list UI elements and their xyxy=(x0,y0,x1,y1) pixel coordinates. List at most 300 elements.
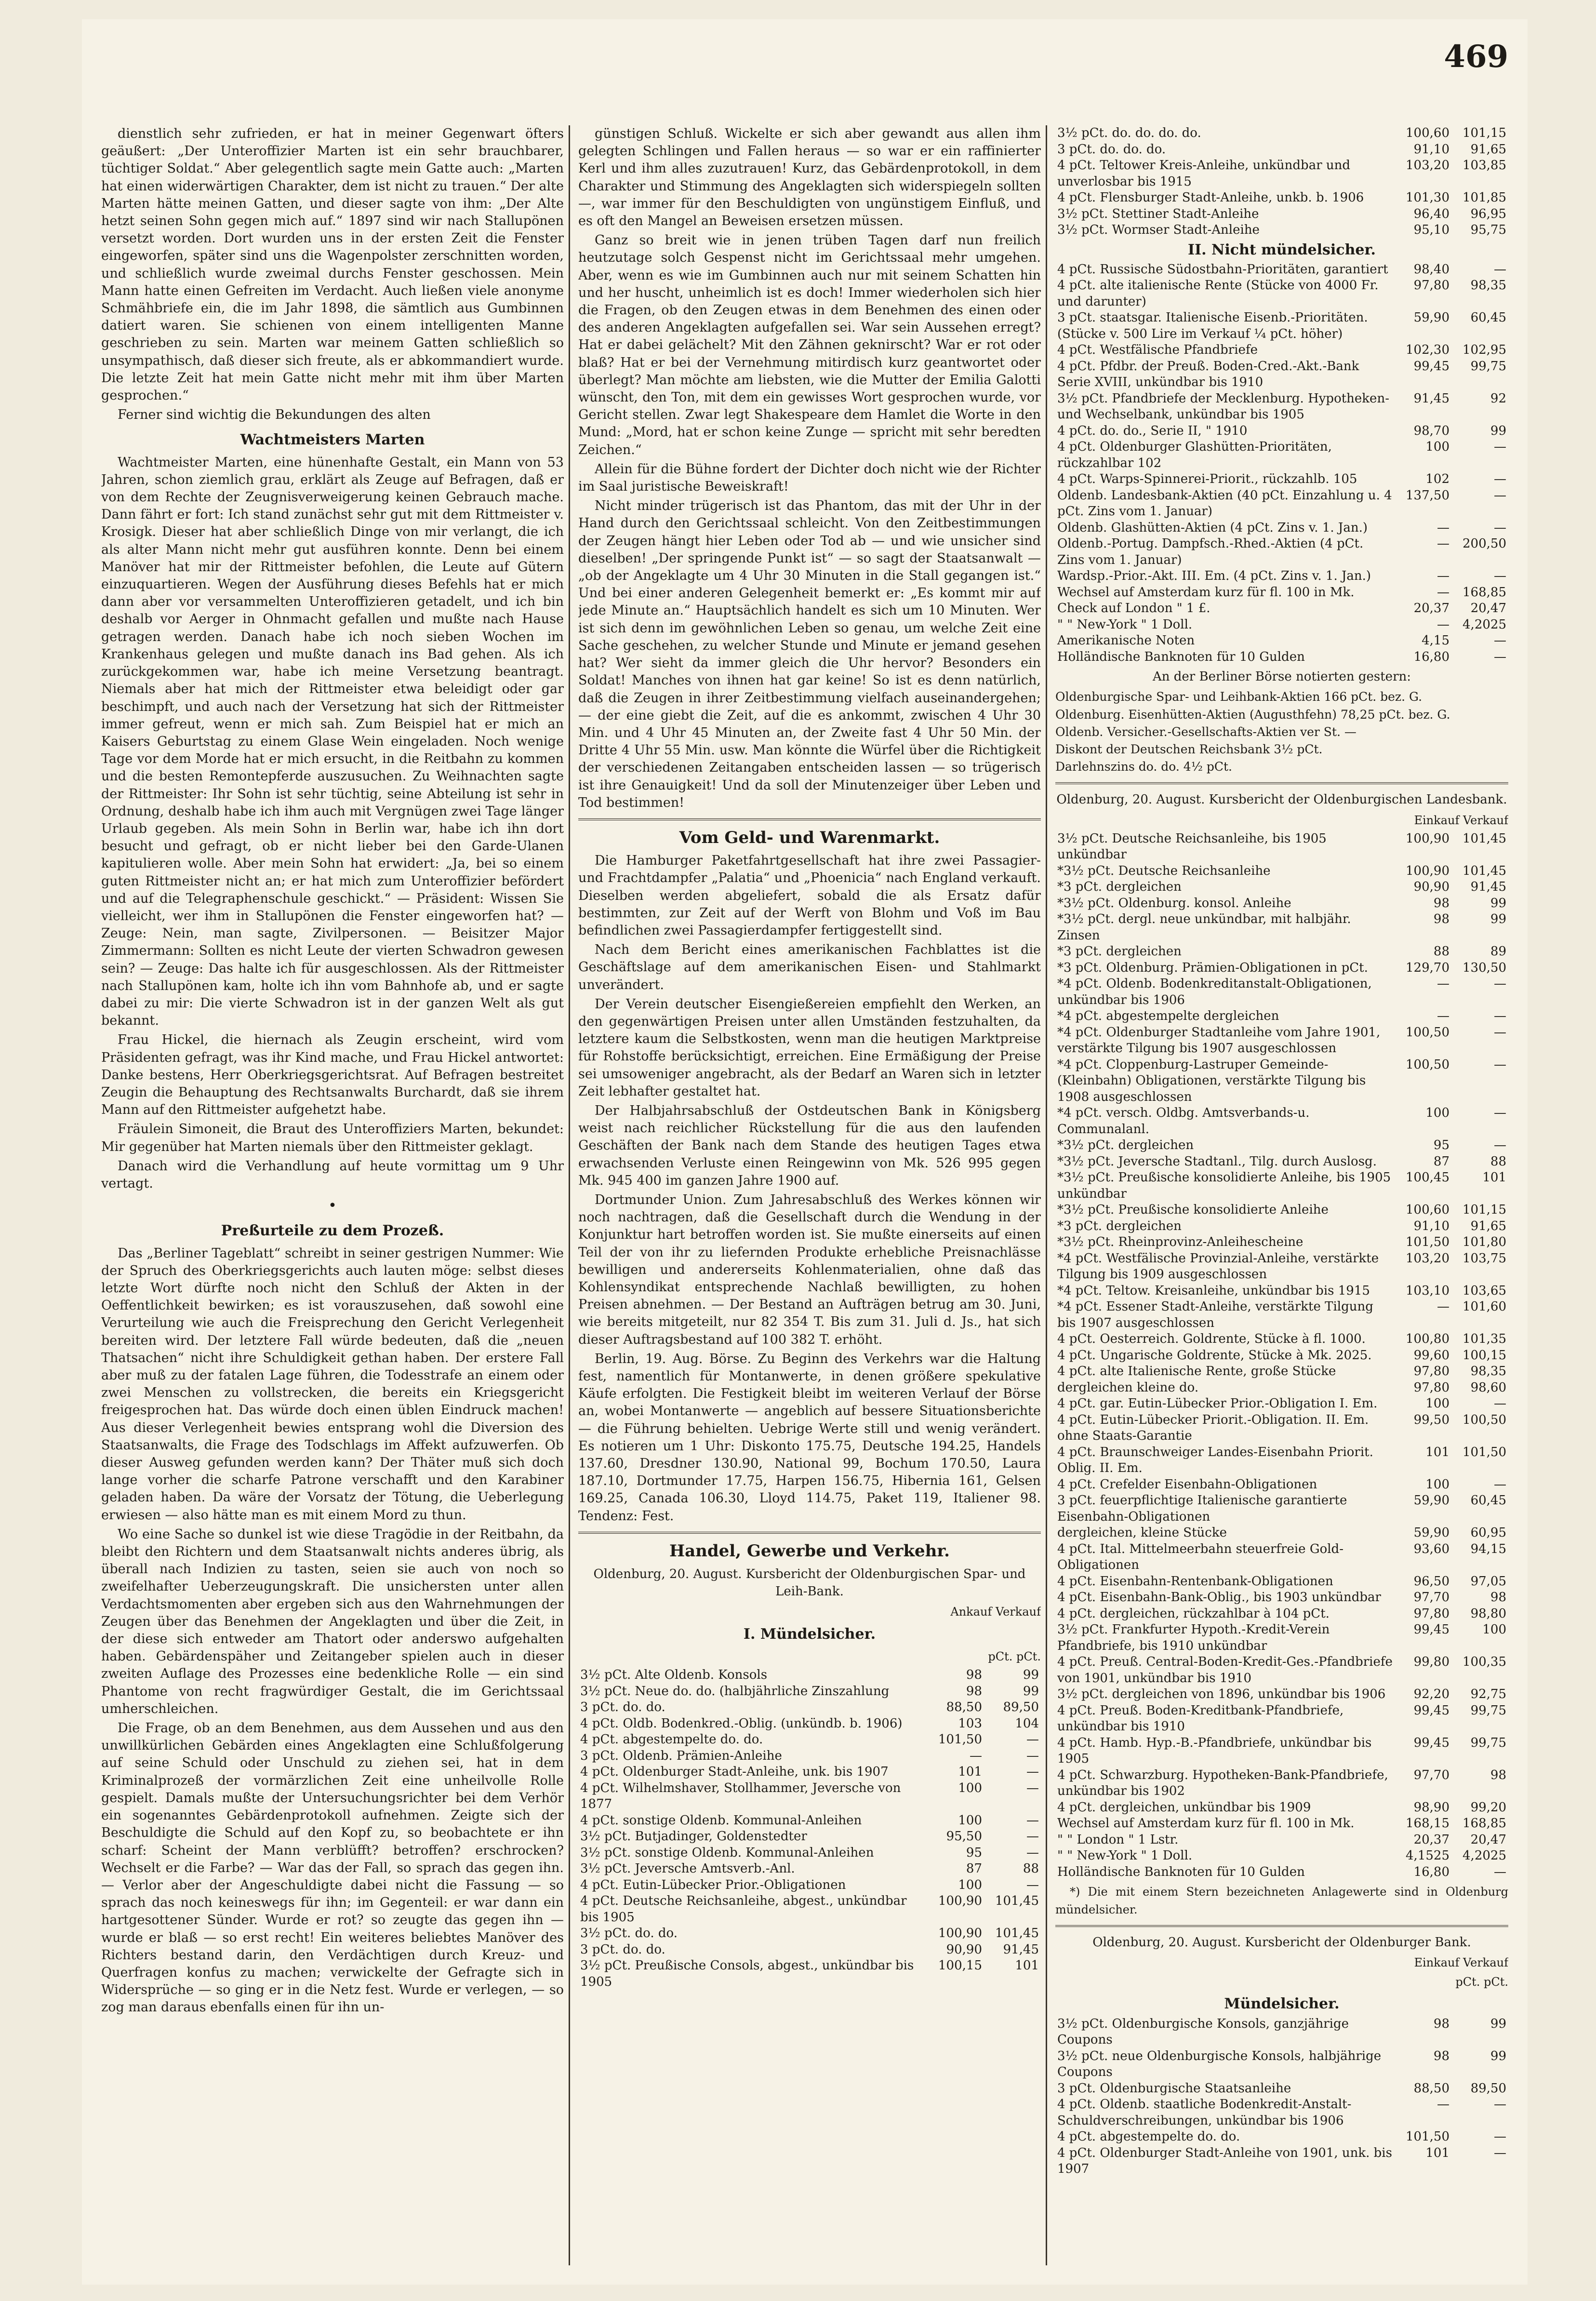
security-name: *3 pCt. dergleichen xyxy=(1057,880,1182,895)
quote-row xyxy=(578,1845,1041,1861)
security-name: 3½ pCt. do. do. do. do. xyxy=(1057,126,1201,140)
bid-price: 103,10 xyxy=(1406,1283,1450,1298)
ask-price: — xyxy=(1494,440,1506,455)
quote-row xyxy=(1055,1525,1508,1541)
ask-price: 92 xyxy=(1490,391,1506,406)
column-3 xyxy=(1055,125,1508,2265)
bid-price: 4,1525 xyxy=(1406,1848,1450,1863)
ask-price: 60,95 xyxy=(1470,1525,1506,1540)
quote-row xyxy=(1055,1800,1508,1816)
paragraph: Nicht minder trügerisch ist das Phantom, das mit der Uhr in der Hand durch den Gerichtssaal schleicht. Von den Zeitbestimmungen der Zeugen hängt hier Leben oder Tod ab — und wie unsicher sind dieselben! „Der springende Punkt ist“ — so sagt der Staatsanwalt — „ob der Angeklagte um 4 Uhr 30 Minuten in die Stall gegangen ist.“ Und bei einer anderen Gelegenheit bemerkt er: „Es kommt mir auf jede Minute an.“ Hauptsächlich handelt es sich um 10 Minuten. Wer ist sich denn im gewöhnlichen Leben so genau, um welche Zeit eine Sache geschehen, zu welcher Stunde und Minute er jemand gesehen hat? Wer sieht da immer gleich die Uhr hervor? Besonders ein Soldat! Manches von ihnen hat gar keine! So ist es denn natürlich, daß die Zeugen in ihrer Zeitbestimmung vielfach auseinandergehen; — der eine giebt die Zeit, auf die es ankommt, zwischen 4 Uhr 30 Min. und 4 Uhr 45 Minuten an, der Zweite fast 4 Uhr 50 Min. der Dritte 4 Uhr 55 Min. usw. Man könnte die Würfel über die Richtigkeit der verschiedenen Zeitangaben entscheiden lassen — so trügerisch ist ihre Genauigkeit! Und da soll der Minutenzeiger über Leben und Tod bestimmen! xyxy=(578,498,1041,810)
security-name: 3 pCt. Oldenb. Prämien-Anleihe xyxy=(580,1748,782,1763)
bid-price: 99,45 xyxy=(1413,1735,1450,1750)
security-name: 3 pCt. staatsgar. Italienische Eisenb.-Prioritäten. (Stücke v. 500 Lire im Verkauf ¼ pCt. höher) xyxy=(1057,310,1368,341)
column-rule xyxy=(569,125,570,2265)
bid-price: 102,30 xyxy=(1406,343,1450,358)
security-name: Oldenb. Landesbank-Aktien (40 pCt. Einzahlung u. 4 pCt. Zins vom 1. Januar) xyxy=(1057,488,1392,519)
ask-price: 200,50 xyxy=(1463,536,1506,551)
bid-price: 101,50 xyxy=(938,1732,982,1747)
bid-price: 100 xyxy=(1425,1477,1450,1492)
bid-price: 100,50 xyxy=(1406,1057,1450,1072)
ask-price: 89,50 xyxy=(1470,2081,1506,2096)
ask-price: 88 xyxy=(1023,1861,1039,1876)
quote-row xyxy=(1055,1686,1508,1703)
bid-price: 87 xyxy=(966,1861,982,1876)
market-report-header: Oldenburg, 20. August. Kursbericht der Oldenburgischen Spar- und Leih-Bank. xyxy=(593,1567,1026,1599)
bid-price: 87 xyxy=(1433,1154,1450,1169)
bid-price: 88,50 xyxy=(946,1700,982,1715)
security-name: 4 pCt. Russische Südostbahn-Prioritäten, garantiert xyxy=(1057,262,1388,277)
security-name: 4 pCt. Ital. Mittelmeerbahn steuerfreie Gold-Obligationen xyxy=(1057,1541,1343,1573)
bid-price: 97,80 xyxy=(1413,1380,1450,1395)
security-name: " " New-York " 1 Doll. xyxy=(1057,1848,1193,1863)
bid-price: 100,45 xyxy=(1406,1170,1450,1185)
bid-price: — xyxy=(1437,520,1450,535)
ask-price: 101,45 xyxy=(995,1926,1039,1941)
ask-price: 98,60 xyxy=(1470,1380,1506,1395)
berlin-note-line: Oldenburgische Spar- und Leihbank-Aktien 166 pCt. bez. G. xyxy=(1055,690,1423,704)
bid-price: 129,70 xyxy=(1406,960,1450,975)
bid-price: 88 xyxy=(1433,944,1450,959)
ask-price: 101,60 xyxy=(1463,1299,1506,1314)
ask-price: 95,75 xyxy=(1470,223,1506,237)
quote-row xyxy=(1055,1864,1508,1881)
ask-price: — xyxy=(1494,1009,1506,1024)
quote-row xyxy=(1055,2016,1508,2048)
security-name: dergleichen, kleine Stücke xyxy=(1057,1525,1227,1540)
bid-price: 96,50 xyxy=(1413,1574,1450,1589)
security-name: " " New-York " 1 Doll. xyxy=(1057,617,1193,632)
security-name: 3 pCt. feuerpflichtige Italienische garantierte Eisenbahn-Obligationen xyxy=(1057,1493,1347,1524)
ask-price: 91,65 xyxy=(1470,142,1506,157)
paragraph: Nach dem Bericht eines amerikanischen Fachblattes ist die Geschäftslage auf dem amerikanischen Eisen- und Stahlmarkt unverändert. xyxy=(578,942,1041,992)
ask-price: — xyxy=(1026,1732,1039,1747)
quote-row xyxy=(1055,1348,1508,1364)
berlin-note-line: Darlehnszins do. do. 4½ pCt. xyxy=(1055,760,1232,774)
quote-row xyxy=(1055,423,1508,440)
ask-price: 99 xyxy=(1490,896,1506,910)
section-divider xyxy=(1055,782,1508,784)
quote-row xyxy=(578,1813,1041,1829)
paragraph: Allein für die Bühne fordert der Dichter doch nicht wie der Richter im Saal juristische Beweiskraft! xyxy=(578,461,1041,495)
bid-price: 88,50 xyxy=(1413,2081,1450,2096)
ask-price: 103,65 xyxy=(1463,1283,1506,1298)
ask-price: — xyxy=(1026,1877,1039,1892)
security-name: 4 pCt. Oesterreich. Goldrente, Stücke à fl. 1000. xyxy=(1057,1332,1366,1347)
security-name: *4 pCt. abgestempelte dergleichen xyxy=(1057,1009,1279,1024)
quote-row xyxy=(578,1780,1041,1813)
quote-table xyxy=(1055,831,1508,1881)
bid-price: 101,50 xyxy=(1406,1235,1450,1250)
ask-price: 91,45 xyxy=(1003,1942,1039,1957)
security-name: 4 pCt. Crefelder Eisenbahn-Obligationen xyxy=(1057,1477,1317,1492)
ask-price: 99 xyxy=(1023,1684,1039,1699)
bid-price: 100 xyxy=(958,1780,982,1795)
bid-price: 16,80 xyxy=(1413,1864,1450,1879)
quote-row xyxy=(1055,601,1508,617)
bid-price: 102 xyxy=(1425,472,1450,487)
security-name: 3 pCt. do. do. xyxy=(580,1700,665,1715)
security-name: *4 pCt. Oldenb. Bodenkreditanstalt-Obligationen, unkündbar bis 1906 xyxy=(1057,977,1372,1007)
security-name: 4 pCt. Warps-Spinnerei-Priorit., rückzahlb. 105 xyxy=(1057,472,1357,487)
security-name: *4 pCt. Westfälische Provinzial-Anleihe, verstärkte Tilgung bis 1909 ausgeschlossen xyxy=(1057,1251,1379,1282)
paragraph: Ferner sind wichtig die Bekundungen des alten xyxy=(118,407,431,423)
berlin-note-line: Diskont der Deutschen Reichsbank 3½ pCt. xyxy=(1055,742,1323,757)
quote-row xyxy=(578,1958,1041,1990)
ask-price: 92,75 xyxy=(1470,1687,1506,1702)
ask-price: 98,80 xyxy=(1470,1606,1506,1621)
bid-price: 168,15 xyxy=(1406,1816,1450,1831)
quote-row xyxy=(1055,1218,1508,1235)
bid-price: — xyxy=(1437,977,1450,991)
security-name: 3½ pCt. Stettiner Stadt-Anleihe xyxy=(1057,206,1259,221)
market-report-header: Oldenburg, 20. August. Kursbericht der Oldenburger Bank. xyxy=(1092,1935,1471,1950)
security-name: 4 pCt. Teltower Kreis-Anleihe, unkündbar und unverlosbar bis 1915 xyxy=(1057,158,1351,189)
bid-price: 20,37 xyxy=(1413,1832,1450,1847)
bid-price: 93,60 xyxy=(1413,1541,1450,1556)
ask-price: 91,45 xyxy=(1470,880,1506,895)
ask-price: 88 xyxy=(1490,1154,1506,1169)
bid-price: 100,60 xyxy=(1406,1203,1450,1217)
bid-price: 101,30 xyxy=(1406,190,1450,205)
bid-price: 100 xyxy=(1425,1396,1450,1411)
quote-row xyxy=(1055,633,1508,649)
paragraph: Dortmunder Union. Zum Jahresabschluß des Werkes können wir noch nachtragen, daß die Gesellschaft durch die Wendung in der Konjunktur hart betroffen worden ist. Sie mußte einerseits auf einen Teil der von ihr zu liefernden Produkte erhebliche Preisnachlässe bewilligen und andererseits Kohlenmaterialien, ohne daß das Kohlensyndikat entsprechende Nachlaß bewilligten, zu hohen Preisen abnehmen. — Der Bestand an Aufträgen betrug am 30. Juni, wie bereits mitgeteilt, nur 82 354 T. Bis zum 31. Juli d. Js., hat sich dieser Auftragsbestand auf 100 382 T. erhöht. xyxy=(578,1192,1041,1347)
paragraph: Die Frage, ob an dem Benehmen, aus dem Aussehen und aus den unwillkürlichen Gebärden eines Angeklagten eine Schlußfolgerung auf seine Schuld oder Unschuld zu ziehen sei, hat in dem Kriminalprozeß der vormärzlichen Zeit eine unheilvolle Rolle gespielt. Damals mußte der Untersuchungsrichter bei dem Verhör ein sogenanntes Gebärdenprotokoll aufnehmen. Zeigte sich der Beschuldigte die Schuld auf den Kopf zu, so beobachtete er ihn scharf: Scheint der Mann verblüfft? betroffen? erschrocken? Wechselt er die Farbe? — War das der Fall, so sprach das gegen ihn. — Verlor aber der Angeschuldigte dabei nicht die Fassung — so sprach das noch keineswegs für ihn; im Gegenteil: er war dann ein hartgesottener Sünder. Wurde er rot? so zeugte das gegen ihn — wurde er blaß — so erst recht! Ein weiteres beliebtes Manöver des Richters bestand darin, den Verdächtigen durch Kreuz- und Querfragen konfus zu machen; verwickelte der Gefragte sich in Widersprüche — so ging er in die Netz fest. Wurde er verlegen, — so zog man daraus ebenfalls einen für ihn un- xyxy=(101,1721,564,2015)
bid-price: 95,50 xyxy=(946,1829,982,1844)
ask-price: 101,80 xyxy=(1463,1235,1506,1250)
page-number: 469 xyxy=(1444,39,1508,75)
security-name: 4 pCt. dergleichen, unkündbar bis 1909 xyxy=(1057,1800,1311,1815)
security-name: Wechsel auf Amsterdam kurz für fl. 100 in Mk. xyxy=(1057,585,1355,600)
ask-price: 101 xyxy=(1482,1170,1506,1185)
security-name: 4 pCt. Oldenburger Stadt-Anleihe von 1901, unk. bis 1907 xyxy=(1057,2145,1392,2177)
security-name: Wardsp.-Prior.-Akt. III. Em. (4 pCt. Zins v. 1. Jan.) xyxy=(1057,569,1371,584)
ask-price: 99 xyxy=(1490,912,1506,927)
ask-price: — xyxy=(1026,1829,1039,1844)
ask-price: 103,75 xyxy=(1463,1251,1506,1266)
paragraph: Berlin, 19. Aug. Börse. Zu Beginn des Verkehrs war die Haltung fest, namentlich für Montanwerte, in denen größere spekulative Käufe erfolgten. Die Festigkeit bleibt im weiteren Verlauf der Börse an, wobei Montanwerte — angeblich auf bessere Situationsberichte — die Führung behielten. Uebrige Werte still und wenig verändert. Es notieren um 1 Uhr: Diskonto 175.75, Deutsche 194.25, Handels 137.60, Dresdner 130.90, National 99, Bochum 170.50, Laura 187.10, Dortmunder 17.75, Harpen 156.75, Hibernia 161, Gelsen 169.25, Canada 106.30, Lloyd 114.75, Paket 119, Italiener 98. Tendenz: Fest. xyxy=(578,1351,1041,1524)
bid-price: 20,37 xyxy=(1413,601,1450,616)
quote-row xyxy=(1055,1412,1508,1445)
security-name: 3½ pCt. neue Oldenburgische Konsols, halbjährige Coupons xyxy=(1057,2048,1382,2080)
section-heading: Preßurteile zu dem Prozeß. xyxy=(221,1222,444,1240)
bid-price: 100 xyxy=(1425,440,1450,455)
ask-price: 101,45 xyxy=(1463,863,1506,878)
bid-price: 98,40 xyxy=(1413,262,1450,277)
quote-row xyxy=(1055,190,1508,206)
security-name: 4 pCt. Oldb. Bodenkred.-Oblig. (unkündb. b. 1906) xyxy=(580,1716,903,1731)
ask-price: 101 xyxy=(1015,1958,1039,1973)
quote-row xyxy=(1055,1606,1508,1622)
quote-row xyxy=(1055,1832,1508,1848)
ask-price: 4,2025 xyxy=(1463,617,1506,632)
ask-price: 101,15 xyxy=(1463,1203,1506,1217)
quote-row xyxy=(1055,896,1508,912)
quote-row xyxy=(1055,649,1508,666)
quote-row xyxy=(1055,262,1508,278)
ask-price: — xyxy=(1494,649,1506,664)
security-name: Holländische Banknoten für 10 Gulden xyxy=(1057,649,1305,664)
quote-row xyxy=(1055,1202,1508,1218)
quote-table xyxy=(1055,262,1508,666)
security-name: *3½ pCt. Preußische konsolidierte Anleihe, bis 1905 unkündbar xyxy=(1057,1170,1391,1201)
ask-price: 99,20 xyxy=(1470,1800,1506,1815)
quote-table xyxy=(1055,2016,1508,2178)
bid-price: 90,90 xyxy=(946,1942,982,1957)
bid-price: 98 xyxy=(966,1684,982,1699)
quote-row xyxy=(578,1829,1041,1845)
section-divider xyxy=(1055,1925,1508,1927)
section-divider xyxy=(578,818,1041,820)
security-name: 3½ pCt. Jeversche Amtsverb.-Anl. xyxy=(580,1861,795,1876)
quote-row xyxy=(578,1893,1041,1926)
security-name: 4 pCt. Ungarische Goldrente, Stücke à Mk. 2025. xyxy=(1057,1348,1372,1363)
paragraph: Das „Berliner Tageblatt“ schreibt in seiner gestrigen Nummer: Wie der Spruch des Oberkriegsgerichts auch lauten möge: selbst dieses letzte Wort dürfte noch nicht den Schluß der Akten in der Oeffentlichkeit bewirken; es ist vorauszusehen, daß sowohl eine Verurteilung wie auch die Freisprechung den Gericht Verlegenheit bereiten wird. Der letztere Fall würde bedeuten, daß die „neuen Thatsachen“ nicht ihre Schuldigkeit gethan haben. Der erstere Fall aber muß zu der fatalen Lage führen, die Todesstrafe an einem oder zwei Menschen zu vollstrecken, die bereits ein Kriegsgericht freigesprochen hat. Das würde doch einen üblen Eindruck machen! Aus dieser Verlegenheit bewies entsprang wohl die Diversion des Staatsanwalts, die Frage des Todschlags im Affekt aufzuwerfen. Ob dieser Ausweg gefunden werden kann? Der Thäter muß sich doch lange vorher die scharfe Patrone verschafft und den Karabiner geladen haben. Da wäre der Vorsatz der Tötung, die Ueberlegung erwiesen — also hätte man es mit einem Mord zu thun. xyxy=(101,1245,564,1523)
ask-price: 98,35 xyxy=(1470,278,1506,293)
ask-price: 103,85 xyxy=(1463,158,1506,173)
paragraph: Wachtmeister Marten, eine hünenhafte Gestalt, ein Mann von 53 Jahren, schon ziemlich grau, erklärt als Zeuge auf Befragen, daß er von dem Rechte der Zeugnisverweigerung keinen Gebrauch mache. Dann fährt er fort: Ich stand zunächst sehr gut mit dem Rittmeister v. Krosigk. Dieser hat aber schließlich Dinge von mir verlangt, die ich als alter Mann nicht mehr gut ausführen konnte. Denn bei einem Manöver hat mir der Rittmeister befohlen, die Leute auf Gütern einzuquartieren. Wegen der Ausführung dieses Befehls hat er mich dann aber vor versammelten Unteroffizieren getadelt, und ich bin deshalb vor Aerger in Ohnmacht gefallen und mußte nach Hause getragen werden. Danach habe ich noch sieben Wochen im Krankenhaus gelegen und mußte danach ins Bad gehen. Als ich zurückgekommen war, habe ich meine Versetzung beantragt. Niemals aber hat mich der Rittmeister etwa beleidigt oder gar beschimpft, und auch nach der Versetzung hat sich der Rittmeister immer gefreut, wenn er mich sah. Zum Beispiel hat er mich an Kaisers Geburtstag zu einem Glase Wein eingeladen. Noch wenige Tage vor dem Morde hat er mich ersucht, in die Reitbahn zu kommen und die besten Remontepferde auszusuchen. Zu Weihnachten sagte der Rittmeister: Ihr Sohn ist sehr tüchtig, seine Abteilung ist sehr in Ordnung, deshalb habe ich ihm auch mit Vergnügen zwei Tage länger Urlaub gegeben. Als mein Sohn in Berlin war, habe ich ihn dort besucht und gefragt, ob er nicht lieber bei den Garde-Ulanen kapitulieren wolle. Aber mein Sohn hat erwidert: „Ja, bei so einem guten Rittmeister nicht an; er hat mich zum Unteroffizier befördert und auf die Telegraphenschule geschickt.“ — Präsident: Wissen Sie vielleicht, wer ihm in Stallupönen die Fenster eingeworfen hat? — Zeuge: Nein, man sagte, Zivilpersonen. — Beisitzer Major Zimmermann: Sollten es nicht Leute der vierten Schwadron gewesen sein? — Zeuge: Das halte ich für ausgeschlossen. Als der Rittmeister nach Stallupönen kam, holte ich ihn vom Bahnhofe ab, und er sagte dabei zu mir: Die vierte Schwadron ist in der ganzen Welt als gut bekannt. xyxy=(101,455,564,1029)
section-heading: Vom Geld- und Warenmarkt. xyxy=(679,828,940,847)
security-name: *3 pCt. dergleichen xyxy=(1057,944,1182,959)
quote-row xyxy=(578,1684,1041,1700)
berlin-note-line: Oldenb. Versicher.-Gesellschafts-Aktien ver St. — xyxy=(1055,724,1357,739)
quote-row xyxy=(1055,1251,1508,1283)
quote-row xyxy=(1055,359,1508,391)
security-name: *3½ pCt. dergleichen xyxy=(1057,1138,1194,1153)
quote-row xyxy=(1055,976,1508,1008)
bid-price: 99,45 xyxy=(1413,1622,1450,1637)
quote-row xyxy=(1055,1622,1508,1654)
quote-row xyxy=(1055,1154,1508,1170)
security-name: 4 pCt. do. do., Serie II, " 1910 xyxy=(1057,423,1248,438)
quote-row xyxy=(1055,1816,1508,1832)
quote-row xyxy=(1055,2048,1508,2081)
security-name: *3½ pCt. Jeversche Stadtanl., Tilg. durch Auslosg. xyxy=(1057,1154,1377,1169)
bid-price: 99,80 xyxy=(1413,1655,1450,1670)
security-name: *3½ pCt. Rheinprovinz-Anleihescheine xyxy=(1057,1235,1303,1250)
ask-price: 104 xyxy=(1015,1716,1039,1731)
quote-row xyxy=(578,1699,1041,1716)
ask-price: — xyxy=(1494,2097,1506,2112)
ask-price: 101,45 xyxy=(995,1894,1039,1909)
quote-row xyxy=(1055,1493,1508,1525)
security-name: 4 pCt. Hamb. Hyp.-B.-Pfandbriefe, unkündbar bis 1905 xyxy=(1057,1735,1372,1766)
bid-price: 137,50 xyxy=(1406,488,1450,503)
units: pCt. pCt. xyxy=(1455,1975,1508,1989)
security-name: 4 pCt. abgestempelte do. do. xyxy=(580,1732,763,1747)
bid-price: — xyxy=(1437,617,1450,632)
bid-price: — xyxy=(1437,585,1450,600)
bid-price: 99,60 xyxy=(1413,1348,1450,1363)
ask-price: — xyxy=(1026,1780,1039,1795)
ask-price: — xyxy=(1494,1138,1506,1153)
bid-price: — xyxy=(1437,536,1450,551)
ask-price: 98,35 xyxy=(1470,1364,1506,1379)
berlin-notes-heading: An der Berliner Börse notierten gestern: xyxy=(1152,669,1411,684)
paragraph: Ganz so breit wie in jenen trüben Tagen darf nun freilich heutzutage solch Gespenst nicht im Gerichtssaal mehr umgehen. Aber, wenn es wie im Gumbinnen auch nur mit seinem Schatten hin und her huscht, unheimlich ist es doch! Immer wiederholen sich hier die Fragen, ob den Zeugen etwas in dem Benehmen des einen oder des anderen Angeklagten aufgefallen sei. War sein Aussehen erregt? Hat er dabei gelächelt? Mit den Zähnen geknirscht? War er rot oder blaß? Hat er bei der Vernehmung mitirdisch kurz geantwortet oder überlegt? Man möchte am liebsten, wie die Mutter der Emilia Galotti wünscht, den Ton, mit dem ein gewisses Wort gesprochen wurde, vor Gericht stellen. Zwar legt Shakespeare dem Hamlet die Worte in den Mund: „Mord, hat er schon keine Zunge — spricht mit sehr beredten Zeichen.“ xyxy=(578,233,1041,457)
security-name: 4 pCt. Braunschweiger Landes-Eisenbahn Priorit. Oblig. II. Em. xyxy=(1057,1445,1373,1476)
bid-price: 103,20 xyxy=(1406,158,1450,173)
security-name: 4 pCt. abgestempelte do. do. xyxy=(1057,2129,1240,2144)
berlin-notes xyxy=(1055,688,1508,776)
quote-row xyxy=(1055,536,1508,568)
quote-row xyxy=(578,1926,1041,1942)
quote-row xyxy=(1055,206,1508,223)
paragraph: Der Verein deutscher Eisengießereien empfiehlt den Werken, an den gegenwärtigen Preisen unter allen Umständen festzuhalten, da letztere kaum die Selbstkosten, wenn man die heutigen Marktpreise für Rohstoffe berücksichtigt, erreichen. Eine Ermäßigung der Preise sei umsoweniger angebracht, als der Bedarf an Waren sich in letzter Zeit lebhafter gestaltet hat. xyxy=(578,996,1041,1099)
quote-row xyxy=(578,1861,1041,1877)
quote-row xyxy=(1055,1767,1508,1800)
ask-price: — xyxy=(1026,1813,1039,1828)
quote-row xyxy=(1055,2081,1508,2097)
bid-price: 100,60 xyxy=(1406,126,1450,140)
security-name: Wechsel auf Amsterdam kurz für fl. 100 in Mk. xyxy=(1057,1816,1355,1831)
security-name: *4 pCt. versch. Oldbg. Amtsverbands-u. Communalanl. xyxy=(1057,1106,1310,1137)
bid-price: 100,90 xyxy=(938,1894,982,1909)
ask-price: 100,50 xyxy=(1463,1412,1506,1427)
bid-price: 100,15 xyxy=(938,1958,982,1973)
quote-row xyxy=(1055,879,1508,896)
quote-row xyxy=(1055,1590,1508,1606)
ask-price: 89,50 xyxy=(1003,1700,1039,1715)
quote-row xyxy=(1055,1283,1508,1299)
quote-row xyxy=(1055,1477,1508,1493)
quote-row xyxy=(1055,1380,1508,1396)
security-name: 4 pCt. Eutin-Lübecker Priorit.-Obligation. II. Em. ohne Staats-Garantie xyxy=(1057,1412,1369,1444)
quote-row xyxy=(1055,1105,1508,1137)
quote-row xyxy=(1055,1008,1508,1025)
quote-row xyxy=(578,1877,1041,1894)
bid-price: 97,70 xyxy=(1413,1767,1450,1782)
security-name: 3½ pCt. Preußische Consols, abgest., unkündbar bis 1905 xyxy=(580,1958,914,1989)
ask-price: — xyxy=(1494,2129,1506,2144)
paragraph: Wo eine Sache so dunkel ist wie diese Tragödie in der Reitbahn, da bleibt den Richtern und dem Staatsanwalt nichts anderes übrig, als überall nach Indizien zu tasten, seien sie auch von noch so zweifelhafter Ueberzeugungskraft. Die unsichersten unter allen Verdachtsmomenten aber ergeben sich aus den Wahrnehmungen der Zeugen über das Benehmen der Angeklagten und über die Zeit, in der diese sich entweder am Thatort oder anderswo aufgehalten haben. Gebärdenspäher und Zeitangeber spielen auch in dieser zweiten Auflage des Prozesses eine bedenkliche Rolle — ein sind Phantome von recht fragwürdiger Gestalt, die im Gerichtssaal umherschleichen. xyxy=(101,1526,564,1716)
ask-price: — xyxy=(1494,520,1506,535)
security-name: 3½ pCt. Wormser Stadt-Anleihe xyxy=(1057,223,1260,237)
security-name: 3½ pCt. dergleichen von 1896, unkündbar bis 1906 xyxy=(1057,1687,1386,1702)
security-name: 3½ pCt. Neue do. do. (halbjährliche Zinszahlung xyxy=(580,1684,890,1699)
ask-price: 99 xyxy=(1023,1668,1039,1683)
ask-price: — xyxy=(1494,1106,1506,1121)
security-name: 4 pCt. Eisenbahn-Rentenbank-Obligationen xyxy=(1057,1574,1333,1589)
ask-price: — xyxy=(1494,1057,1506,1072)
newspaper-page xyxy=(82,19,1528,2285)
bid-price: 99,45 xyxy=(1413,1703,1450,1718)
ask-price: 102,95 xyxy=(1463,343,1506,358)
ask-price: 99 xyxy=(1490,423,1506,438)
ask-price: 4,2025 xyxy=(1463,1848,1506,1863)
security-name: 3½ pCt. Butjadinger, Goldenstedter xyxy=(580,1829,807,1844)
bid-price: — xyxy=(1437,1299,1450,1314)
security-name: 4 pCt. Flensburger Stadt-Anleihe, unkb. b. 1906 xyxy=(1057,190,1364,205)
ask-price: 99,75 xyxy=(1470,1703,1506,1718)
column-headings: Einkauf Verkauf xyxy=(1414,1955,1508,1969)
separator-dot: • xyxy=(328,1197,337,1215)
bid-price: 101 xyxy=(958,1765,982,1779)
security-name: 3 pCt. do. do. do. xyxy=(1057,142,1166,157)
security-name: 4 pCt. alte Italienische Rente, große Stücke xyxy=(1057,1364,1336,1379)
section-divider xyxy=(578,1532,1041,1534)
ask-price: — xyxy=(1026,1748,1039,1763)
security-name: *3 pCt. dergleichen xyxy=(1057,1218,1182,1233)
security-name: 4 pCt. Oldenburger Stadt-Anleihe, unk. bis 1907 xyxy=(580,1765,889,1779)
security-name: 3½ pCt. Oldenburgische Konsols, ganzjährige Coupons xyxy=(1057,2016,1349,2047)
bid-price: 101 xyxy=(1425,2145,1450,2160)
bid-price: 100,90 xyxy=(1406,863,1450,878)
ask-price: — xyxy=(1026,1845,1039,1860)
security-name: 4 pCt. Westfälische Pfandbriefe xyxy=(1057,343,1258,358)
bid-price: 95 xyxy=(966,1845,982,1860)
bid-price: 59,90 xyxy=(1413,1525,1450,1540)
bid-price: 100 xyxy=(958,1813,982,1828)
bid-price: — xyxy=(1437,569,1450,584)
bid-price: 96,40 xyxy=(1413,206,1450,221)
quote-row xyxy=(1055,1654,1508,1686)
ask-price: — xyxy=(1494,1864,1506,1879)
security-name: 4 pCt. Schwarzburg. Hypotheken-Bank-Pfandbriefe, unkündbar bis 1902 xyxy=(1057,1767,1388,1799)
security-name: 4 pCt. Oldenb. staatliche Bodenkredit-Anstalt-Schuldverschreibungen, unkündbar bis 1906 xyxy=(1057,2097,1352,2128)
ask-price: 96,95 xyxy=(1470,206,1506,221)
quote-row xyxy=(1055,342,1508,359)
quote-row xyxy=(1055,1848,1508,1864)
bid-price: 99,45 xyxy=(1413,359,1450,374)
quote-row xyxy=(578,1748,1041,1765)
ask-price: 89 xyxy=(1490,944,1506,959)
quote-row xyxy=(1055,471,1508,488)
quote-row xyxy=(1055,1703,1508,1735)
bid-price: 16,80 xyxy=(1413,649,1450,664)
quote-row xyxy=(578,1716,1041,1732)
bid-price: 97,80 xyxy=(1413,1606,1450,1621)
quote-row xyxy=(1055,2145,1508,2178)
paragraph: Die Hamburger Paketfahrtgesellschaft hat ihre zwei Passagier- und Frachtdampfer „Palatia“ und „Phoenicia“ nach England verkauft. Dieselben werden abgeliefert, sobald die als Ersatz dafür bestimmten, zur Zeit auf der Werft von Blohm und Voß im Bau befindlichen zwei Passagierdampfer fertiggestellt sind. xyxy=(578,853,1041,938)
quote-row xyxy=(1055,278,1508,310)
quote-row xyxy=(1055,1445,1508,1477)
bid-price: 4,15 xyxy=(1422,633,1450,648)
quote-row xyxy=(1055,1057,1508,1106)
ask-price: — xyxy=(1494,1025,1506,1040)
quote-row xyxy=(1055,520,1508,536)
ask-price: — xyxy=(1494,2145,1506,2160)
bid-price: 97,80 xyxy=(1413,278,1450,293)
quote-row xyxy=(1055,2097,1508,2129)
quote-row xyxy=(1055,960,1508,977)
quote-table xyxy=(1055,125,1508,239)
ask-price: 168,85 xyxy=(1463,585,1506,600)
security-name: *3 pCt. Oldenburg. Prämien-Obligationen in pCt. xyxy=(1057,960,1368,975)
security-name: " " London " 1 Lstr. xyxy=(1057,1832,1179,1847)
security-name: 4 pCt. Preuß. Boden-Kreditbank-Pfandbriefe, unkündbar bis 1910 xyxy=(1057,1703,1344,1734)
bid-price: 91,10 xyxy=(1413,1218,1450,1233)
paragraph: Frau Hickel, die hiernach als Zeugin erscheint, wird vom Präsidenten gefragt, was ihr Kind mache, und Frau Hickel antwortet: Danke bestens, Herr Oberkriegsgerichtsrat. Auf Befragen bestreitet Zeugin die Behauptung des Rechtsanwalts Burchardt, daß sie ihrem Mann auf den Rittmeister aufgehetzt habe. xyxy=(101,1032,564,1118)
paragraph: günstigen Schluß. Wickelte er sich aber gewandt aus allen ihm gelegten Schlingen und Fallen heraus — so war er ein raffinierter Kerl und ihm alles zuzutrauen! Kurz, das Gebärdenprotokoll, in dem Charakter und Stimmung des Angeklagten sich widerspiegeln sollten —, war immer für den Beschuldigten von ungünstigem Einfluß, und es oft den Mangel an Beweisen ersetzen müssen. xyxy=(578,126,1041,229)
bid-price: 101,50 xyxy=(1406,2129,1450,2144)
quote-row xyxy=(578,1732,1041,1748)
paragraph: Der Halbjahrsabschluß der Ostdeutschen Bank in Königsberg weist nach reichlicher Rückstellung für die aus den laufenden Geschäften der Bank nach dem Stande des heutigen Tages etwa erwachsenden Verluste einen Reingewinn von Mk. 526 995 gegen Mk. 945 400 im ganzen Jahre 1900 auf. xyxy=(578,1103,1041,1188)
ask-price: — xyxy=(1494,977,1506,991)
quote-row xyxy=(1055,1735,1508,1767)
ask-price: 60,45 xyxy=(1470,1493,1506,1508)
ask-price: 91,65 xyxy=(1470,1218,1506,1233)
security-name: 4 pCt. Eutin-Lübecker Prior.-Obligationen xyxy=(580,1877,846,1892)
section-label: I. Mündelsicher. xyxy=(743,1625,876,1643)
security-name: *4 pCt. Oldenburger Stadtanleihe vom Jahre 1901, verstärkte Tilgung bis 1907 ausgeschlossen xyxy=(1057,1025,1381,1056)
security-name: 3½ pCt. Alte Oldenb. Konsols xyxy=(580,1668,768,1683)
bid-price: 98,70 xyxy=(1413,423,1450,438)
ask-price: — xyxy=(1494,262,1506,277)
ask-price: 100 xyxy=(1482,1622,1506,1637)
ask-price: 97,05 xyxy=(1470,1574,1506,1589)
